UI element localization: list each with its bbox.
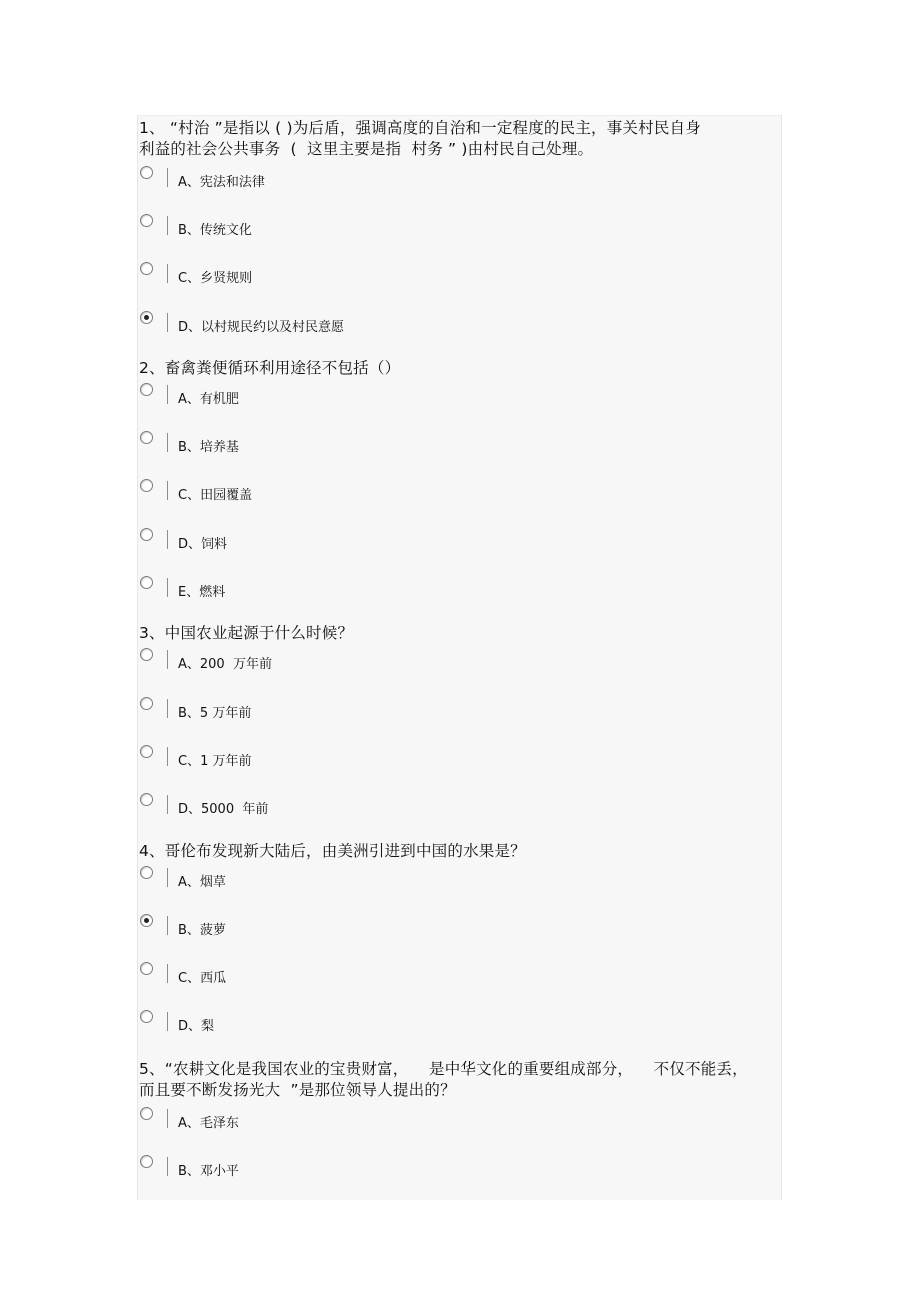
radio-button[interactable]	[140, 745, 153, 758]
option-divider	[167, 433, 168, 452]
option-label: B、5 万年前	[178, 706, 252, 721]
option-divider	[167, 699, 168, 718]
option-2a[interactable]	[138, 383, 538, 423]
radio-button[interactable]	[140, 166, 153, 179]
option-label: E、燃料	[178, 585, 226, 600]
radio-button[interactable]	[140, 479, 153, 492]
option-label: C、乡贤规则	[178, 271, 253, 286]
radio-button[interactable]	[140, 214, 153, 227]
option-divider	[167, 1157, 168, 1176]
option-divider	[167, 650, 168, 669]
question-3-text: 3、中国农业起源于什么时候？	[139, 624, 354, 642]
option-divider	[167, 1012, 168, 1031]
option-divider	[167, 216, 168, 235]
option-3c[interactable]	[138, 745, 538, 785]
option-divider	[167, 747, 168, 766]
option-divider	[167, 168, 168, 187]
radio-button[interactable]	[140, 1107, 153, 1120]
option-2d[interactable]	[138, 528, 538, 568]
option-label: B、菠萝	[178, 923, 226, 938]
option-divider	[167, 264, 168, 283]
option-label: C、田园覆盖	[178, 488, 253, 503]
question-2-text: 2、畜禽粪便循环利用途径不包括（）	[139, 359, 401, 377]
option-2e[interactable]	[138, 576, 538, 616]
option-label: B、传统文化	[178, 223, 252, 238]
option-label: A、毛泽东	[178, 1116, 239, 1131]
option-label: A、有机肥	[178, 392, 239, 407]
option-label: D、5000 年前	[178, 802, 269, 817]
option-3b[interactable]	[138, 697, 538, 737]
radio-button[interactable]	[140, 431, 153, 444]
option-divider	[167, 795, 168, 814]
option-4a[interactable]	[138, 866, 538, 906]
radio-button[interactable]	[140, 528, 153, 541]
radio-button[interactable]	[140, 262, 153, 275]
option-2c[interactable]	[138, 479, 538, 519]
option-divider	[167, 868, 168, 887]
option-3a[interactable]	[138, 648, 538, 688]
radio-button[interactable]	[140, 576, 153, 589]
question-1-text: 1、 “村治 ”是指以 ( )为后盾，强调高度的自治和一定程度的民主，事关村民自身 利益的社会公共事务 ( 这里主要是指 村务 ” )由村民自己处理。	[139, 119, 701, 158]
option-divider	[167, 1109, 168, 1128]
radio-button-selected[interactable]	[140, 914, 153, 927]
option-divider	[167, 916, 168, 935]
radio-button[interactable]	[140, 793, 153, 806]
option-label: C、西瓜	[178, 971, 227, 986]
option-1b[interactable]	[138, 214, 538, 254]
radio-button[interactable]	[140, 1155, 153, 1168]
option-label: D、饲料	[178, 537, 228, 552]
option-1c[interactable]	[138, 262, 538, 302]
option-label: D、梨	[178, 1019, 215, 1034]
option-4d[interactable]	[138, 1010, 538, 1050]
option-5b[interactable]	[138, 1155, 538, 1195]
option-4c[interactable]	[138, 962, 538, 1002]
option-label: A、烟草	[178, 875, 226, 890]
option-label: A、200 万年前	[178, 657, 272, 672]
option-1a[interactable]	[138, 166, 538, 206]
option-divider	[167, 964, 168, 983]
radio-button[interactable]	[140, 697, 153, 710]
option-divider	[167, 578, 168, 597]
option-divider	[167, 481, 168, 500]
radio-button[interactable]	[140, 866, 153, 879]
radio-button[interactable]	[140, 648, 153, 661]
question-4-text: 4、哥伦布发现新大陆后，由美洲引进到中国的水果是？	[139, 842, 526, 860]
option-label: D、以村规民约以及村民意愿	[178, 320, 345, 335]
radio-button[interactable]	[140, 962, 153, 975]
option-2b[interactable]	[138, 431, 538, 471]
option-label: B、培养基	[178, 440, 239, 455]
option-label: C、1 万年前	[178, 754, 252, 769]
option-label: A、宪法和法律	[178, 175, 265, 190]
radio-button[interactable]	[140, 383, 153, 396]
radio-button[interactable]	[140, 1010, 153, 1023]
option-5a[interactable]	[138, 1107, 538, 1147]
option-3d[interactable]	[138, 793, 538, 833]
option-divider	[167, 530, 168, 549]
radio-button-selected[interactable]	[140, 311, 153, 324]
option-4b[interactable]	[138, 914, 538, 954]
option-label: B、邓小平	[178, 1164, 239, 1179]
option-divider	[167, 385, 168, 404]
question-5-text: 5、“农耕文化是我国农业的宝贵财富， 是中华文化的重要组成部分， 不仅不能丢， 而且要不断发扬光大 ”是那位领导人提出的？	[139, 1060, 748, 1099]
option-divider	[167, 313, 168, 332]
option-1d[interactable]	[138, 311, 538, 351]
